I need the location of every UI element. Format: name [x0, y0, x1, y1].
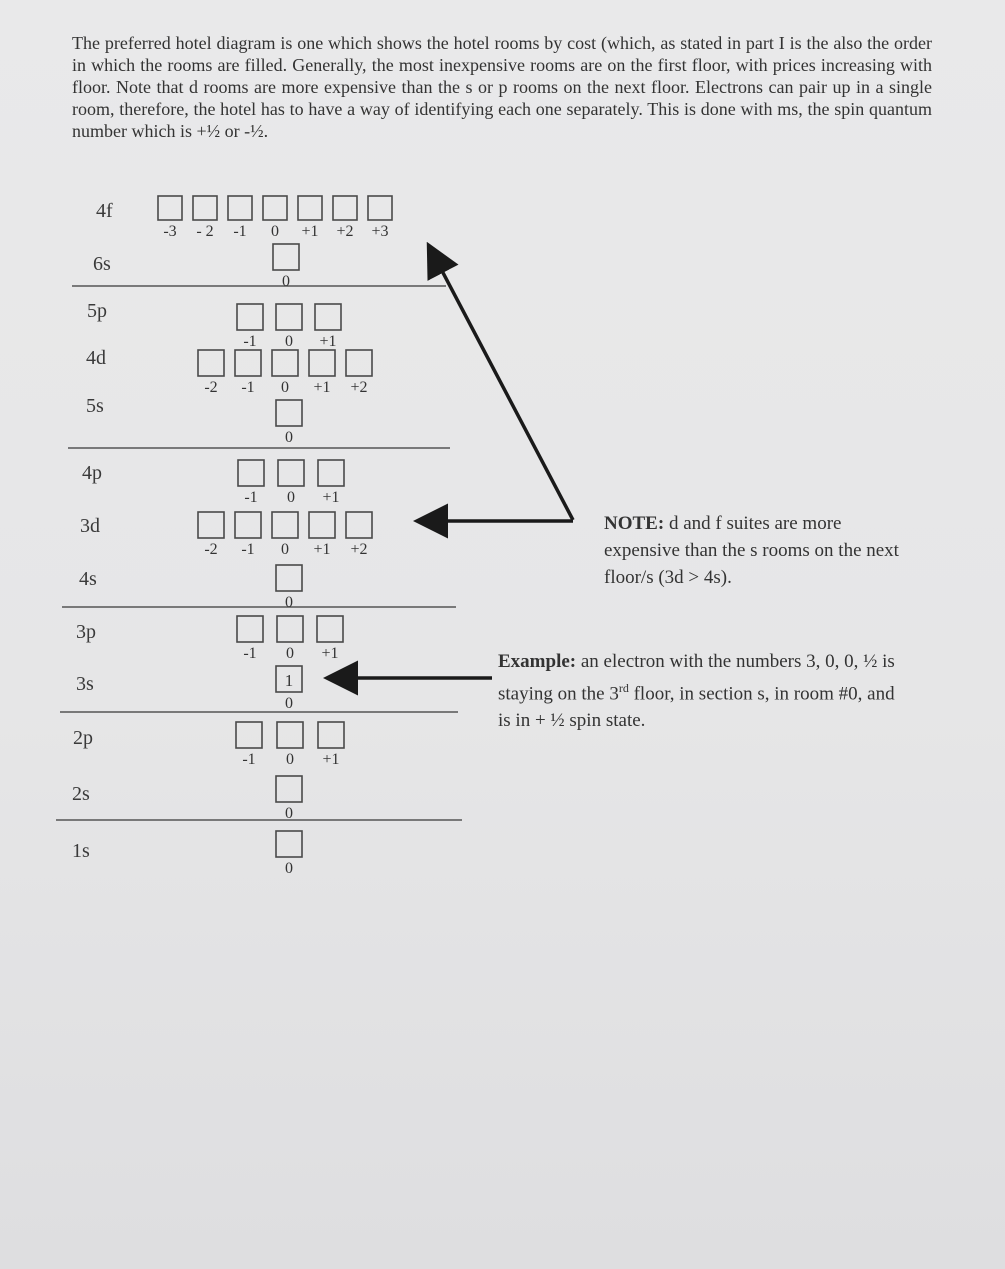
room-box-4d-4 [346, 350, 372, 376]
room-box-4d-2 [272, 350, 298, 376]
orbital-2s [72, 776, 302, 822]
ml-label-3d-3: +1 [313, 541, 331, 558]
example-body-2: floor, in section s, in room #0, and is in + ½ spin state. [498, 683, 895, 732]
note-text [604, 510, 904, 591]
orbital-3s [76, 666, 302, 712]
ml-label-4d-3: +1 [313, 379, 331, 396]
room-box-4f-0 [158, 196, 182, 220]
example-sup: rd [618, 681, 629, 695]
example-text [498, 648, 898, 734]
orbital-1s [72, 831, 302, 877]
orbital-6s [93, 244, 299, 290]
room-box-3d-4 [346, 512, 372, 538]
ml-label-3d-0: -2 [204, 541, 218, 558]
ml-label-4f-2: -1 [233, 223, 247, 240]
ml-label-2p-0: -1 [242, 751, 256, 768]
ml-label-5p-1: 0 [285, 333, 293, 350]
orbital-label-5s: 5s [86, 395, 104, 417]
ml-label-3d-4: +2 [350, 541, 368, 558]
room-box-3d-3 [309, 512, 335, 538]
ml-label-4f-0: -3 [163, 223, 177, 240]
orbital-label-4d: 4d [86, 347, 106, 369]
ml-label-5p-2: +1 [319, 333, 337, 350]
room-box-4s-0 [276, 565, 302, 591]
orbital-5p [87, 300, 341, 350]
room-box-4f-2 [228, 196, 252, 220]
room-box-3d-1 [235, 512, 261, 538]
ml-label-3p-1: 0 [286, 645, 294, 662]
ml-label-4p-1: 0 [287, 489, 295, 506]
room-box-5p-2 [315, 304, 341, 330]
room-box-2p-2 [318, 722, 344, 748]
orbital-4f [96, 196, 392, 240]
orbital-4p [82, 460, 344, 506]
room-box-4p-0 [238, 460, 264, 486]
ml-label-6s-0: 0 [282, 273, 290, 290]
room-box-5p-1 [276, 304, 302, 330]
orbital-label-2s: 2s [72, 783, 90, 805]
ml-label-2p-2: +1 [322, 751, 340, 768]
orbital-label-1s: 1s [72, 840, 90, 862]
orbital-label-2p: 2p [73, 727, 93, 749]
ml-label-4d-2: 0 [281, 379, 289, 396]
room-box-2p-0 [236, 722, 262, 748]
room-box-3p-1 [277, 616, 303, 642]
room-box-5s-0 [276, 400, 302, 426]
ml-label-4s-0: 0 [285, 594, 293, 611]
ml-label-4p-2: +1 [322, 489, 340, 506]
ml-label-3d-2: 0 [281, 541, 289, 558]
arrow-4f-6s-pointer [430, 248, 573, 520]
example-bold: Example: [498, 651, 577, 672]
ml-label-2p-1: 0 [286, 751, 294, 768]
ml-label-4d-0: -2 [204, 379, 218, 396]
ml-label-4d-1: -1 [241, 379, 255, 396]
ml-label-4f-1: - 2 [196, 223, 214, 240]
orbital-label-3p: 3p [76, 621, 96, 643]
room-box-4f-3 [263, 196, 287, 220]
orbital-label-3s: 3s [76, 673, 94, 695]
room-box-4f-6 [368, 196, 392, 220]
orbital-2p [73, 722, 344, 768]
ml-label-4f-3: 0 [271, 223, 279, 240]
orbital-label-5p: 5p [87, 300, 107, 322]
orbital-5s [86, 395, 302, 446]
intro-paragraph: The preferred hotel diagram is one which shows the hotel rooms by cost (which, as stated in part I is the also the order in which the rooms are filled. Generally, the most inexpensive rooms are on the first floor, with prices increasing with floor. Note that d rooms are more expensive than the s or p rooms on the next floor. Electrons can pair up in a single room, therefore, the hotel has to have a way of identifying each one separately. This is done with ms, the spin quantum number which is +½ or -½. [72, 33, 932, 141]
room-box-2p-1 [277, 722, 303, 748]
room-box-6s-0 [273, 244, 299, 270]
ml-label-4f-4: +1 [301, 223, 319, 240]
orbital-3d [80, 512, 372, 558]
orbital-label-6s: 6s [93, 253, 111, 275]
ml-label-4f-5: +2 [336, 223, 354, 240]
ml-label-5p-0: -1 [243, 333, 257, 350]
room-box-4f-1 [193, 196, 217, 220]
orbital-label-4s: 4s [79, 568, 97, 590]
note-body: d and f suites are more expensive than the s rooms on the next floor/s (3d > 4s). [604, 513, 899, 588]
room-box-5p-0 [237, 304, 263, 330]
room-box-4p-2 [318, 460, 344, 486]
room-box-4d-3 [309, 350, 335, 376]
ml-label-3p-0: -1 [243, 645, 257, 662]
ml-label-3s-0: 0 [285, 695, 293, 712]
room-box-4f-4 [298, 196, 322, 220]
orbital-4d [86, 347, 372, 396]
orbital-4s [79, 565, 302, 611]
room-box-3d-2 [272, 512, 298, 538]
room-box-1s-0 [276, 831, 302, 857]
ml-label-4p-0: -1 [244, 489, 258, 506]
room-box-3p-0 [237, 616, 263, 642]
orbital-label-4f: 4f [96, 200, 113, 222]
ml-label-3p-2: +1 [321, 645, 339, 662]
room-box-2s-0 [276, 776, 302, 802]
orbital-label-3d: 3d [80, 515, 100, 537]
ml-label-5s-0: 0 [285, 429, 293, 446]
orbital-layer [72, 196, 392, 877]
orbital-label-4p: 4p [82, 462, 102, 484]
ml-label-1s-0: 0 [285, 860, 293, 877]
room-box-4d-0 [198, 350, 224, 376]
room-occupant-3s: 1 [284, 671, 294, 690]
orbital-3p [76, 616, 343, 662]
ml-label-4f-6: +3 [371, 223, 389, 240]
note-bold: NOTE: [604, 513, 665, 534]
room-box-4p-1 [278, 460, 304, 486]
room-box-3p-2 [317, 616, 343, 642]
ml-label-2s-0: 0 [285, 805, 293, 822]
example-body-1: an electron with the numbers 3, 0, 0, ½ is staying on the 3 [498, 651, 895, 705]
ml-label-3d-1: -1 [241, 541, 255, 558]
room-box-4f-5 [333, 196, 357, 220]
room-box-4d-1 [235, 350, 261, 376]
room-box-3d-0 [198, 512, 224, 538]
ml-label-4d-4: +2 [350, 379, 368, 396]
